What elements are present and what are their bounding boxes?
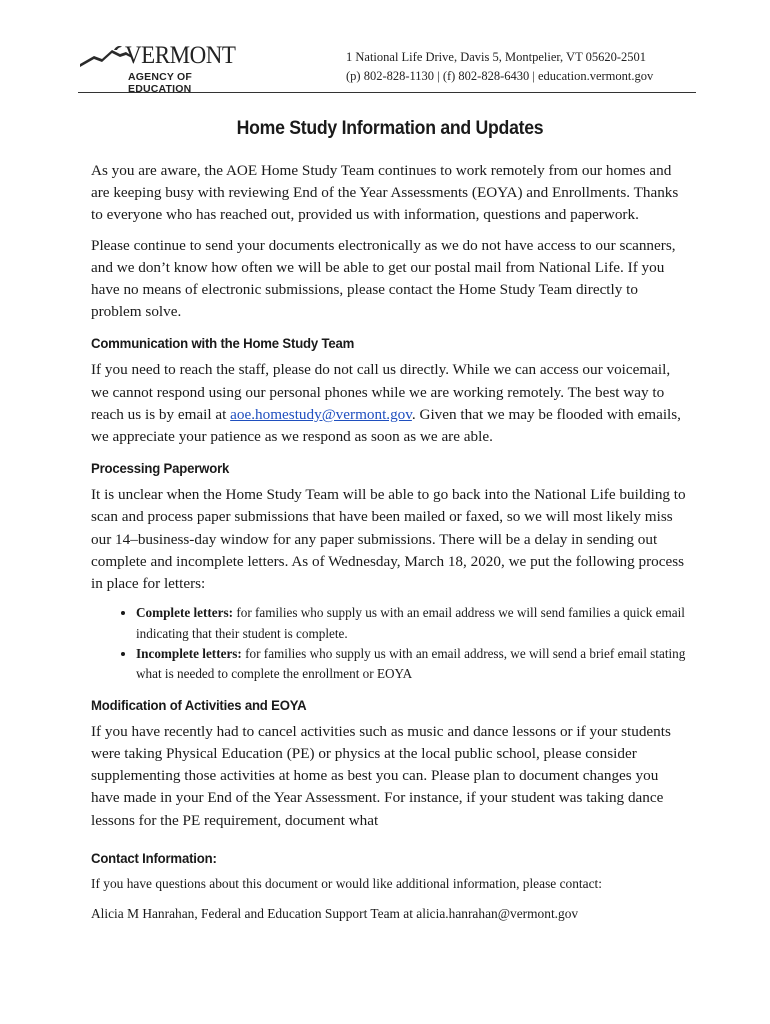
header-phones: (p) 802-828-1130 | (f) 802-828-6430 | education.vermont.gov <box>346 69 654 83</box>
vermont-aoe-logo <box>80 42 240 95</box>
header-contact-block <box>346 48 686 86</box>
intro-paragraph-1: As you are aware, the AOE Home Study Team continues to work remotely from our homes and are keeping busy with reviewing End of the Year Assessments (EOYA) and Enrollments. Thanks to everyone who has reached out, provided us with information, questions and paperwork. <box>91 162 679 224</box>
list-item <box>136 644 689 685</box>
processing-paragraph: It is unclear when the Home Study Team will be able to go back into the National Life building to scan and process paper submissions that have been mailed or faxed, so we will most likely miss our 14–business-day window for any paper submissions. There will be a delay in sending out complete and incomplete letters. As of Wednesday, March 18, 2020, we put the following process in place for letters: <box>91 486 686 593</box>
modification-heading: Modification of Activities and EOYA <box>91 696 307 713</box>
bullet-text: for families who supply us with an email address, we will send a brief email stating what is needed to complete the enrollment or EOYA <box>136 646 686 682</box>
letterhead <box>80 42 696 95</box>
bullet-label: Complete letters: <box>136 605 234 621</box>
communication-paragraph <box>91 359 689 448</box>
modification-paragraph: If you have recently had to cancel activities such as music and dance lessons or if your students were taking Physical Education (PE) or physics at the local public school, please consider supplementing those activities at home as best you can. Please plan to document changes you have made in your End of the Year Assessment. For instance, if your student was taking dance lessons for the PE requirement, document what <box>91 722 671 829</box>
header-divider <box>78 92 696 93</box>
communication-text-after: . Given that we may be flooded with emails, we appreciate your patience as we respond as soon as we are able. <box>91 405 681 446</box>
document-title: Home Study Information and Updates <box>236 118 544 139</box>
contact-line-2: Alicia M Hanrahan, Federal and Education Support Team at alicia.hanrahan@vermont.gov <box>91 905 579 921</box>
homestudy-email-link[interactable]: aoe.homestudy@vermont.gov <box>230 405 412 423</box>
bullet-label: Incomplete letters: <box>136 646 242 662</box>
list-item <box>136 603 689 644</box>
intro-paragraph-2: Please continue to send your documents electronically as we do not have access to our scanners, and we don’t know how often we will be able to get our postal mail from National Life. If you have no means of electronic submissions, please contact the Home Study Team directly to problem solve. <box>91 236 676 321</box>
logo-agency-text: AGENCY OF EDUCATION <box>128 71 193 95</box>
header-address: 1 National Life Drive, Davis 5, Montpelier, VT 05620-2501 <box>346 50 647 64</box>
contact-line-1: If you have questions about this document or would like additional information, please contact: <box>91 875 602 891</box>
logo-vermont-text: VERMONT <box>125 42 236 69</box>
processing-heading: Processing Paperwork <box>91 460 230 477</box>
communication-text-before: If you need to reach the staff, please do not call us directly. While we can access our voicemail, we cannot respond using our personal phones while we are working remotely. The best way to reach us is by email at <box>91 361 671 423</box>
contact-heading: Contact Information: <box>91 849 217 866</box>
communication-heading: Communication with the Home Study Team <box>91 335 355 352</box>
letters-bullet-list <box>91 603 689 685</box>
bullet-text: for families who supply us with an email address we will send families a quick email indicating that their student is complete. <box>136 605 685 641</box>
document-body <box>91 118 689 934</box>
